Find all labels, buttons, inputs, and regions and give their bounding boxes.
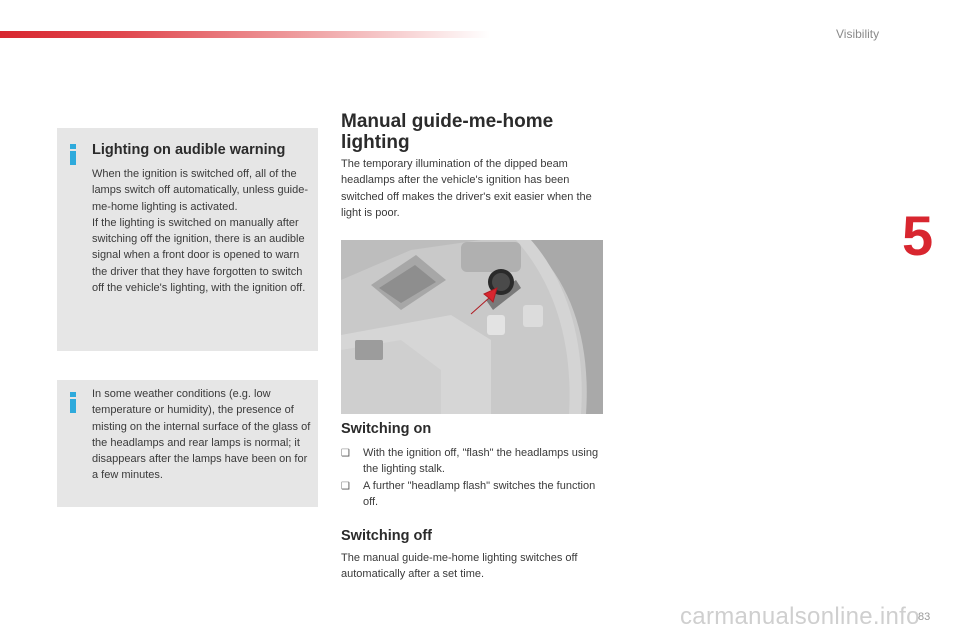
switching-on-heading: Switching on (341, 421, 432, 437)
info-box-body (92, 166, 316, 296)
info-box-body (92, 386, 314, 484)
info-icon (68, 144, 78, 165)
watermark: carmanualsonline.info (680, 603, 920, 630)
info-paragraph: If the lighting is switched on manually after switching off the ignition, there is an audible signal when a front door is opened to warn the driver that they have forgotten to switch off the vehicle's lighting, with the ignition off. (92, 216, 306, 295)
checkbox-bullet-icon: ❑ (341, 448, 350, 459)
step-text: A further "headlamp flash" switches the function off. (363, 479, 596, 508)
info-paragraph: When the ignition is switched off, all of the lamps switch off automatically, unless guide-me-home lighting is activated. (92, 168, 309, 213)
checkbox-bullet-icon: ❑ (341, 480, 350, 492)
intro-paragraph: The temporary illumination of the dipped beam headlamps after the vehicle's ignition has been switched off makes the driver's exit easier when the light is poor. (341, 158, 592, 219)
page-number: 83 (918, 611, 931, 623)
switching-off-paragraph: The manual guide-me-home lighting switches off automatically after a set time. (341, 552, 578, 581)
page-title: Manual guide-me-home lighting (341, 111, 554, 153)
step-text: With the ignition off, "flash" the headlamps using the lighting stalk. (363, 447, 599, 476)
chapter-number: 5 (902, 204, 934, 267)
info-box-audible-warning (57, 128, 318, 351)
info-box-title: Lighting on audible warning (92, 142, 286, 158)
info-paragraph: In some weather conditions (e.g. low temperature or humidity), the presence of misting on the internal surface of the glass of the headlamps and rear lamps is normal; it disappears after the lamps have been on for a few minutes. (92, 388, 311, 482)
info-icon (68, 392, 78, 413)
switching-on-steps (341, 445, 603, 510)
section-name: Visibility (836, 27, 880, 41)
header-accent-bar (0, 31, 490, 38)
list-item (341, 478, 603, 511)
list-item (341, 445, 603, 478)
info-box-misting (57, 380, 318, 507)
lighting-stalk-illustration (341, 240, 603, 414)
switching-off-heading: Switching off (341, 528, 433, 544)
